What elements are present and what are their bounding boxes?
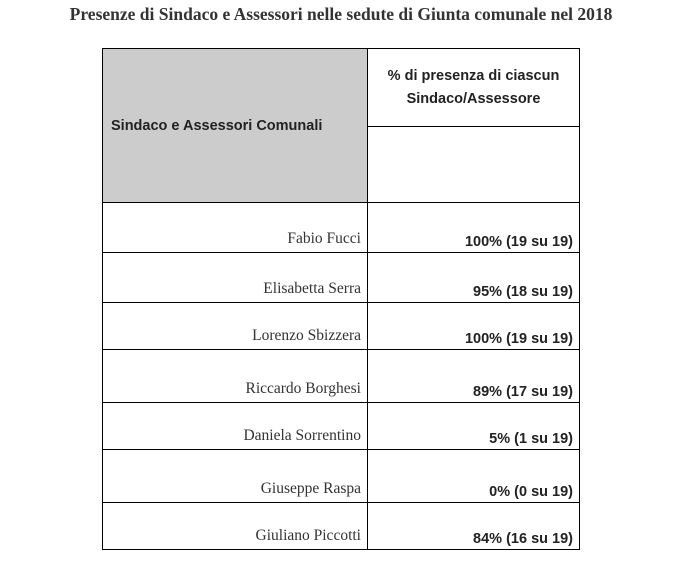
header-attendance-empty-cell — [368, 127, 580, 203]
attendance-value: 100% (19 su 19) — [368, 303, 580, 350]
header-attendance-line1: % di presenza di ciascun — [387, 67, 560, 84]
table-row — [103, 253, 580, 303]
official-name: Giuseppe Raspa — [103, 450, 368, 503]
official-name: Fabio Fucci — [103, 203, 368, 253]
attendance-value: 95% (18 su 19) — [368, 253, 580, 303]
table-row — [103, 350, 580, 403]
attendance-value: 5% (1 su 19) — [368, 403, 580, 450]
official-name: Lorenzo Sbizzera — [103, 303, 368, 350]
page-title: Presenze di Sindaco e Assessori nelle sedute di Giunta comunale nel 2018 — [69, 4, 613, 24]
header-officials: Sindaco e Assessori Comunali — [103, 49, 368, 203]
official-name: Riccardo Borghesi — [103, 350, 368, 403]
official-name: Daniela Sorrentino — [103, 403, 368, 450]
attendance-value: 89% (17 su 19) — [368, 350, 580, 403]
table-row — [103, 503, 580, 550]
official-name: Elisabetta Serra — [103, 253, 368, 303]
table-row — [103, 403, 580, 450]
attendance-table — [102, 48, 580, 550]
header-attendance-line2: Sindaco/Assessore — [406, 90, 541, 107]
header-attendance — [368, 49, 580, 127]
official-name: Giuliano Piccotti — [103, 503, 368, 550]
attendance-value: 84% (16 su 19) — [368, 503, 580, 550]
table-header-row — [103, 49, 580, 127]
attendance-value: 100% (19 su 19) — [368, 203, 580, 253]
attendance-value: 0% (0 su 19) — [368, 450, 580, 503]
table-row — [103, 450, 580, 503]
table-row — [103, 203, 580, 253]
table-row — [103, 303, 580, 350]
